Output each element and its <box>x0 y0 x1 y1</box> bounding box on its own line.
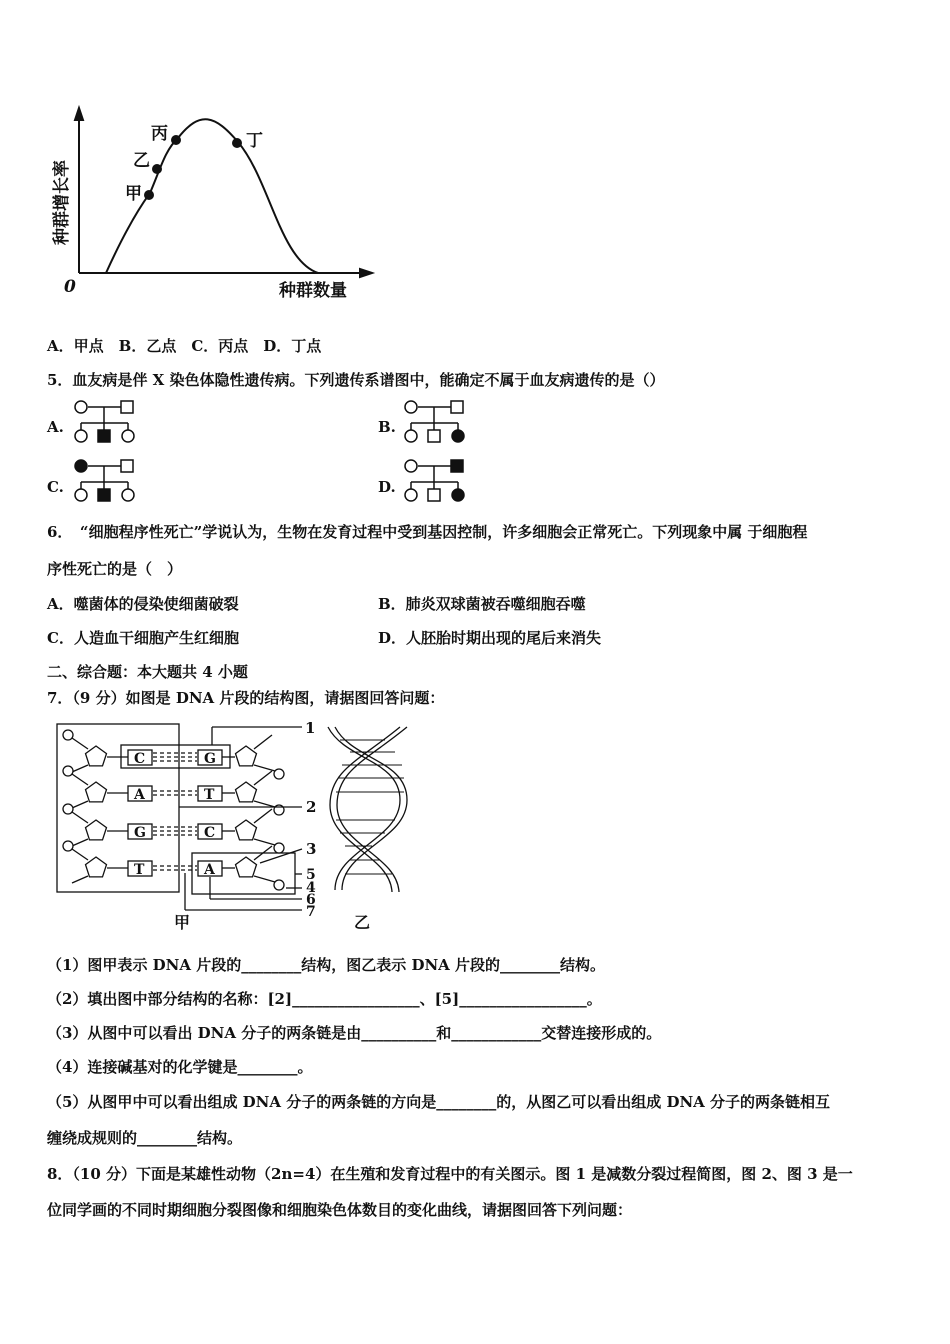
phosphate-left <box>63 766 73 776</box>
base-box-left <box>128 786 152 801</box>
label-yi: 乙 <box>133 151 150 171</box>
deoxyribose-left <box>86 746 107 766</box>
q5-option-b[interactable]: B. <box>378 418 396 436</box>
q7-sub-1: （1）图甲表示 DNA 片段的________结构，图乙表示 DNA 片段的________结构。 <box>47 956 606 974</box>
q8-stem-line1: 8．（10 分）下面是某雄性动物（2n=4）在生殖和发育过程中的有关图示。图 1 是减数分裂过程简图，图 2、图 3 是一 <box>47 1165 853 1183</box>
base-box-right <box>198 786 222 801</box>
pedigree-a <box>75 401 134 442</box>
caption-jia: 甲 <box>174 913 191 932</box>
dna-label-1: 1 <box>305 719 316 737</box>
deoxyribose-right <box>236 857 257 877</box>
origin-label: 0 <box>64 277 76 297</box>
base-box-left <box>128 861 152 876</box>
q7-sub-4: （4）连接碱基对的化学键是________。 <box>47 1058 313 1076</box>
q7-sub-5: （5）从图甲中可以看出组成 DNA 分子的两条链的方向是________的，从图乙可以看出组成 DNA 分子的两条链相互 <box>47 1093 831 1111</box>
phosphate-left <box>63 841 73 851</box>
point-yi <box>152 164 162 174</box>
q6-option-d[interactable]: D．人胚胎时期出现的尾后来消失 <box>378 629 602 647</box>
dna-label-4: 4 <box>306 880 316 896</box>
deoxyribose-right <box>236 746 257 766</box>
q6-option-a[interactable]: A．噬菌体的侵染使细菌破裂 <box>47 595 239 613</box>
pedigree-b <box>405 401 464 442</box>
deoxyribose-left <box>86 857 107 877</box>
label-ding: 丁 <box>246 131 263 151</box>
base-right: T <box>204 787 215 803</box>
base-box-right <box>198 824 222 839</box>
pedigree-c <box>75 460 134 501</box>
q5-stem: 5．血友病是伴 X 染色体隐性遗传病。下列遗传系谱图中，能确定不属于血友病遗传的是（） <box>47 371 665 389</box>
base-right: G <box>204 751 216 767</box>
base-box-right <box>198 861 222 876</box>
dna-label-5: 5 <box>306 867 316 883</box>
q6-stem-line2: 序性死亡的是（ ） <box>47 560 183 578</box>
dna-label-7: 7 <box>306 904 316 920</box>
label-bing: 丙 <box>151 124 168 144</box>
dna-figure-jia <box>57 724 302 910</box>
q8-stem-line2: 位同学画的不同时期细胞分裂图像和细胞染色体数目的变化曲线，请据图回答下列问题： <box>47 1201 633 1219</box>
base-left: A <box>134 787 145 803</box>
phosphate-right <box>274 805 284 815</box>
phosphate-left <box>63 730 73 740</box>
caption-yi: 乙 <box>354 913 371 932</box>
phosphate-left <box>63 804 73 814</box>
q7-stem: 7．（9 分）如图是 DNA 片段的结构图，请据图回答问题： <box>47 689 445 707</box>
section-heading: 二、综合题：本大题共 4 小题 <box>47 663 248 681</box>
base-left: G <box>134 825 146 841</box>
base-box-left <box>128 750 152 765</box>
base-right: C <box>204 825 216 841</box>
deoxyribose-right <box>236 820 257 840</box>
deoxyribose-left <box>86 782 107 802</box>
base-box-right <box>198 750 222 765</box>
nucleotide-pair-row <box>63 804 284 853</box>
base-left: T <box>134 862 145 878</box>
point-ding <box>232 138 242 148</box>
dna-helix-yi <box>328 727 407 892</box>
x-axis-label: 种群数量 <box>279 281 347 301</box>
q7-sub-2: （2）填出图中部分结构的名称：[2]_________________、[5]_________________。 <box>47 990 602 1008</box>
phosphate-right <box>274 843 284 853</box>
growth-curve <box>106 119 318 273</box>
phosphate-right <box>274 880 284 890</box>
nucleotide-pair-row <box>63 766 284 815</box>
q5-option-d[interactable]: D. <box>378 478 396 496</box>
dna-label-3: 3 <box>306 840 317 858</box>
q6-option-c[interactable]: C．人造血干细胞产生红细胞 <box>47 629 239 647</box>
pedigree-d <box>405 460 464 501</box>
y-axis-label: 种群增长率 <box>52 160 72 245</box>
q6-stem-line1: 6． “细胞程序性死亡”学说认为，生物在发育过程中受到基因控制，许多细胞会正常死亡。下列现象中属 于细胞程 <box>47 523 808 541</box>
q7-sub-3: （3）从图中可以看出 DNA 分子的两条链是由__________和____________交替连接形成的。 <box>47 1024 662 1042</box>
q5-option-c[interactable]: C. <box>47 478 64 496</box>
nucleotide-pair-row <box>63 730 284 779</box>
deoxyribose-left <box>86 820 107 840</box>
q6-option-b[interactable]: B．肺炎双球菌被吞噬细胞吞噬 <box>378 595 586 613</box>
dna-label-6: 6 <box>306 892 316 908</box>
base-left: C <box>134 751 146 767</box>
deoxyribose-right <box>236 782 257 802</box>
point-bing <box>171 135 181 145</box>
base-box-left <box>128 824 152 839</box>
dna-label-2: 2 <box>306 798 317 816</box>
point-jia <box>144 190 154 200</box>
q4-options: A．甲点 B．乙点 C．丙点 D．丁点 <box>47 337 322 355</box>
base-right: A <box>204 862 215 878</box>
q5-option-a[interactable]: A. <box>47 418 64 436</box>
nucleotide-pair-row <box>63 841 284 890</box>
label-jia: 甲 <box>125 184 142 204</box>
q7-sub-5-cont: 缠绕成规则的________结构。 <box>47 1129 243 1147</box>
phosphate-right <box>274 769 284 779</box>
